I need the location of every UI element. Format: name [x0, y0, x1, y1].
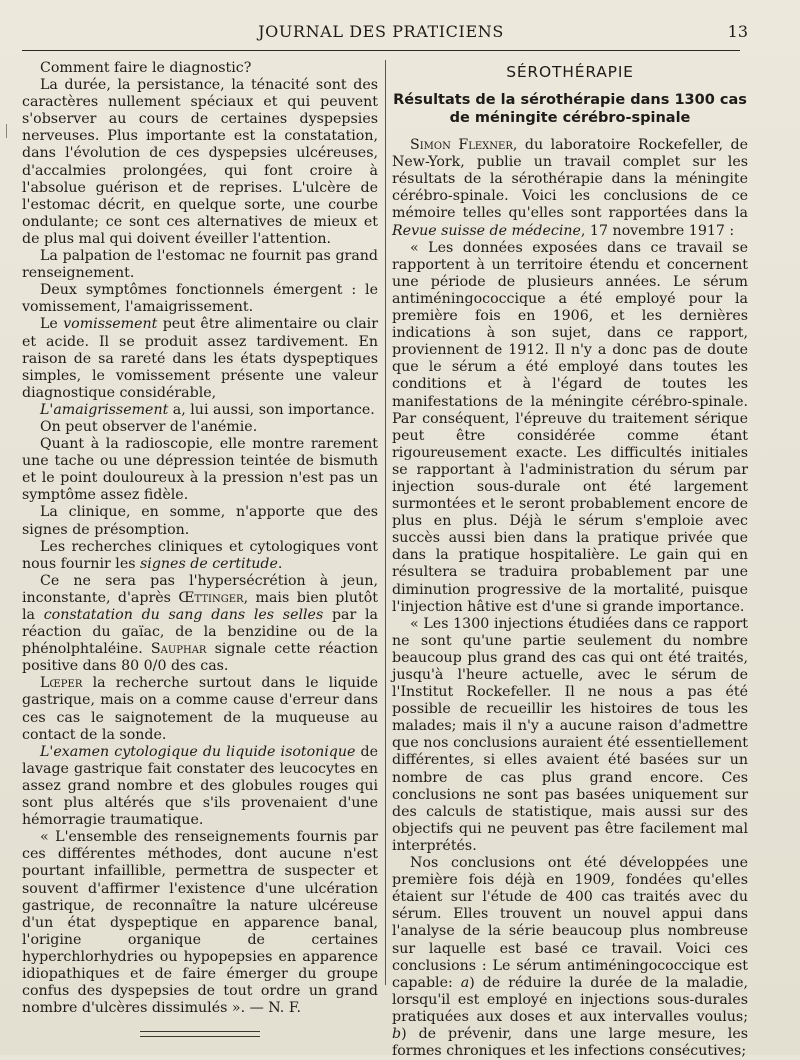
text-run: Nos conclusions ont été développées une première fois déjà en 1909, fondées qu'elles étaient sur l'étude de 400 cas traités avec du sérum. Elles trouvent un nouvel appui dans l'analyse de la série beaucoup plus nombreuse sur laquelle est basé ce travail. Voici ces conclusions : Le sérum antiméningococcique est capable:	[392, 855, 748, 991]
text-run: .	[277, 555, 283, 572]
author-name: Simon Flexner	[410, 137, 513, 154]
paragraph	[22, 539, 378, 573]
text-run: , mais bien plutôt la	[22, 589, 378, 623]
text-run: Les recherches cliniques et cytologiques vont nous fournir les	[22, 538, 378, 572]
paragraph: Quant à la radioscopie, elle montre rarement une tache ou une dépression teintée de bismuth et le point douloureux à la pression n'est pas un symptôme assez fidèle.	[22, 436, 378, 504]
diagnosis-heading: Comment faire le diagnostic?	[40, 60, 252, 76]
paragraph	[22, 744, 378, 829]
paragraph: On peut observer de l'anémie.	[40, 418, 258, 435]
paragraph: « L'ensemble des renseignements fournis par ces différentes méthodes, dont aucune n'est pourtant infaillible, permettra de suspecter et souvent d'affirmer l'existence d'une ulcération gastrique, de reconnaître la nature ulcéreuse d'un état dyspeptique en apparence banal, l'origine organique de certaines hyperchlorhydries ou hypopepsies en apparence idiopathiques et de faire émerger du groupe confus des dyspepsies de tout ordre un grand nombre d'ulcères dissimulés ». — N. F.	[22, 829, 378, 1017]
page-header	[22, 20, 748, 51]
page-number: 13	[727, 22, 748, 41]
paragraph	[22, 573, 378, 676]
paragraph	[22, 675, 378, 743]
text-run: par la réaction du gaïac, de la benzidine ou de la phénolphtaléine.	[22, 607, 378, 658]
emphasis: a	[460, 974, 470, 991]
text-run: , 17 novembre 1917 :	[580, 222, 735, 239]
emphasis: b	[392, 1025, 402, 1042]
emphasis: vomissement	[63, 316, 158, 333]
text-run: , du laboratoire Rockefeller, de New-York, publie un travail complet sur les résultats de la sérothérapie dans la méningite cérébro-spinale. Voici les conclusions de ce mémoire telles qu'elles sont rapportées dans la	[392, 137, 749, 222]
column-divider	[385, 60, 386, 985]
text-run: peut être alimentaire ou clair et acide. Il se produit assez tardivement. En raison de sa rareté dans les états dyspeptiques simples, le vomissement présente une valeur diagnostique considérable,	[22, 316, 379, 401]
emphasis: constatation du sang dans les selles	[43, 607, 324, 623]
paragraph: La clinique, en somme, n'apporte que des signes de présomption.	[22, 504, 378, 538]
text-run: de lavage gastrique fait constater des leucocytes en assez grand nombre et des globules rouges qui sont plus altérés que s'ils provenaient d'une hémorragie traumatique.	[22, 743, 378, 829]
text-run: Ce ne sera pas l'hypersécrétion à jeun, inconstante, d'après	[22, 572, 378, 606]
article-title: Résultats de la sérothérapie dans 1300 cas de méningite cérébro-spinale	[393, 92, 747, 127]
paragraph: Deux symptômes fonctionnels émergent : le vomissement, l'amaigrissement.	[22, 282, 378, 316]
paragraph	[392, 855, 748, 1060]
author-name: Œttinger	[178, 589, 244, 606]
right-column	[392, 60, 748, 1060]
text-run: ) de prévenir, dans une large mesure, les formes chroniques et les infections consécutives;	[392, 1025, 748, 1060]
text-run: a, lui aussi, son importance.	[168, 401, 375, 418]
section-title: SÉROTHÉRAPIE	[506, 63, 634, 81]
end-rule	[140, 1031, 260, 1037]
left-column	[22, 60, 378, 1037]
paragraph: La palpation de l'estomac ne fournit pas grand renseignement.	[22, 248, 378, 282]
paragraph: « Les 1300 injections étudiées dans ce rapport ne sont qu'une partie seulement du nombre beaucoup plus grand des cas qui ont été traités, jusqu'à l'heure actuelle, avec le sérum de l'Institut Rockefeller. Il ne nous a pas été possible de recueillir les histoires de tous les malades; mais il n'y a aucune raison d'admettre que nos conclusions auraient été essentiellement différentes, si elles avaient été basées sur un nombre de cas plus grand encore. Ces conclusions ne sont pas basées uniquement sur des calculs de statistique, mais aussi sur des objectifs qui ne peuvent pas être facilement mal interprétés.	[392, 615, 748, 854]
emphasis: Revue suisse de médecine	[392, 222, 581, 239]
emphasis: L'examen cytologique du liquide isotonique	[40, 743, 356, 760]
paragraph: « Les données exposées dans ce travail se rapportent à un territoire étendu et concernent une période de plusieurs années. Le sérum antiméningococcique a été employé pour la première fois en 1906, et les dernières indications à son sujet, dans ce rapport, proviennent de 1912. Il n'y a donc pas de doute que le sérum a été employé dans toutes les conditions et à l'égard de toutes les manifestations de la méningite cérébro-spinale. Par conséquent, l'épreuve du traitement sérique peut être considérée comme étant rigoureusement exacte. Les difficultés initiales se rapportant à l'administration du sérum par injection sous-durale ont été largement surmontées et le seront probablement encore de plus en plus. Déjà le sérum s'emploie avec succès aussi bien dans la pratique privée que dans la pratique hospitalière. Le gain qui en résultera se traduira probablement par une diminution progressive de la mortalité, puisque l'injection hâtive est d'une si grande importance.	[392, 239, 748, 615]
author-name: Lœper	[40, 675, 83, 692]
emphasis: L'amaigrissement	[40, 401, 169, 418]
text-run: signale cette réaction positive dans 80 0/0 des cas.	[22, 641, 378, 675]
text-run: Le	[40, 316, 64, 333]
margin-mark	[6, 124, 7, 138]
emphasis: signes de certitude	[140, 555, 278, 572]
paragraph	[22, 402, 378, 419]
paragraph	[392, 137, 748, 240]
paragraph: La durée, la persistance, la ténacité sont des caractères nullement spéciaux et qui peuvent s'observer au cours de certaines dyspepsies nerveuses. Plus importante est la constatation, dans l'évolution de ces dyspepsies ulcéreuses, d'accalmies prolongées, qui font croire à l'absolue guérison et de reprises. L'ulcère de l'estomac décrit, en quelque sorte, une courbe ondulante; ce sont ces alternatives de mieux et de plus mal qui doivent éveiller l'attention.	[22, 77, 378, 247]
paragraph	[22, 316, 378, 401]
running-title: JOURNAL DES PRATICIENS	[258, 22, 504, 41]
text-run: ) de réduire la durée de la maladie, lorsqu'il est employé en injections sous-durales pratiquées aux doses et aux intervalles voulus;	[392, 974, 748, 1025]
text-run: la recherche surtout dans le liquide gastrique, mais on a comme cause d'erreur dans ces cas le saignotement de la muqueuse au contact de la sonde.	[22, 675, 378, 743]
author-name: Sauphar	[150, 641, 207, 658]
